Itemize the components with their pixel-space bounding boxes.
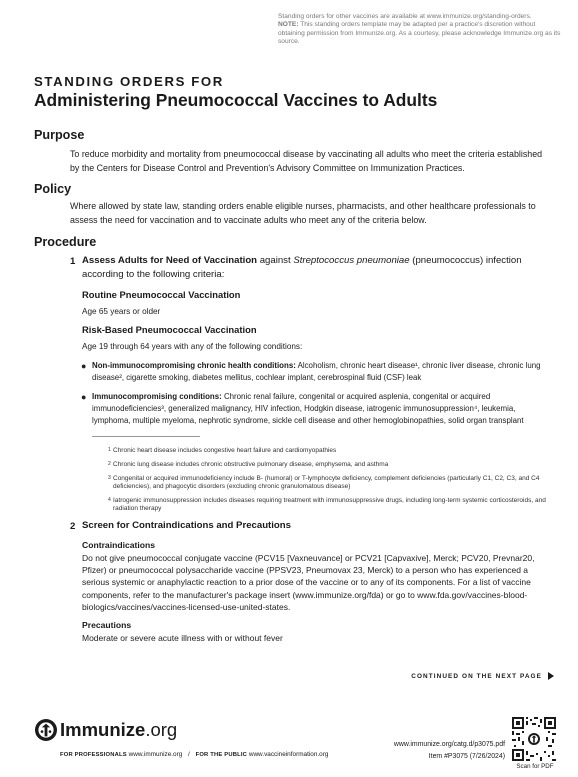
footnote-3 (108, 475, 558, 492)
professionals-label: FOR PROFESSIONALS (60, 752, 127, 758)
footnote-4-mark: 4 (108, 497, 111, 503)
document-title: Administering Pneumococcal Vaccines to Adults (34, 90, 438, 110)
risk-text: Age 19 through 64 years with any of the following conditions: (82, 342, 303, 351)
step-1-title: Assess Adults for Need of Vaccination (82, 255, 258, 266)
bullet-2-label: Immunocompromising conditions: (92, 392, 222, 401)
qr-code-icon[interactable] (512, 717, 556, 761)
footnote-2 (108, 461, 558, 469)
footnote-4-text: Iatrogenic immunosuppression includes diseases requiring treatment with immunosuppressive drugs, including long-term systemic corticosteroids, and radiation therapy (113, 497, 546, 513)
purpose-heading: Purpose (34, 128, 85, 142)
footnote-3-text: Congenital or acquired immunodeficiency include B- (humoral) or T-lymphocyte deficiency, complement deficiencies (particularly C1, C2, C3, and C4 deficiencies), and phagocytic disorders (excluding chronic granulomatous disease) (113, 475, 540, 491)
note-line-1: Standing orders for other vaccines are available at www.immunize.org/standing-orders. (278, 13, 532, 20)
footnote-2-text: Chronic lung disease includes chronic obstructive pulmonary disease, emphysema, and asthma (113, 461, 389, 468)
step-1-connector: against (257, 255, 294, 266)
footnote-1-mark: 1 (108, 447, 111, 453)
bullet-2-text: Chronic renal failure, congenital or acquired asplenia, congenital or acquired immunodeficiencies³, generalized malignancy, HIV infection, Hodgkin disease, iatrogenic immunosuppression⁴, leukemia, lymphoma, multiple myeloma, nephrotic syndrome, sickle cell disease and other hemoglobinopathies, solid organ transplant (92, 392, 524, 426)
footnote-1-text: Chronic heart disease includes congestive heart failure and cardiomyopathies (113, 447, 337, 454)
routine-heading: Routine Pneumococcal Vaccination (82, 289, 241, 300)
footnote-3-mark: 3 (108, 475, 111, 481)
scan-for-pdf-label: Scan for PDF (516, 763, 554, 770)
footer-separator: / (188, 751, 190, 758)
footnote-1 (108, 447, 558, 455)
bullet-1-text: Alcoholism, chronic heart disease¹, chronic liver disease, chronic lung disease², cigarette smoking, diabetes mellitus, cochlear implant, cerebrospinal fluid (CSF) leak (92, 361, 541, 383)
note-line-2: This standing orders template may be adapted per a practice's discretion without obtaining permission from Immunize.org. As a courtesy, please acknowledge Immunize.org as its source. (278, 21, 561, 46)
step-2-title: Screen for Contraindications and Precautions (82, 520, 291, 531)
bullet-dot: ● (81, 392, 87, 402)
document-url[interactable]: www.immunize.org/catg.d/p3075.pdf (393, 741, 505, 748)
step-1-rest: (pneumococcus) infection according to the following criteria: (82, 255, 522, 280)
footnote-4 (108, 497, 558, 514)
procedure-heading: Procedure (34, 235, 97, 249)
adaptation-note (278, 13, 562, 47)
policy-text: Where allowed by state law, standing orders enable eligible nurses, pharmacists, and other healthcare professionals to assess the need for vaccination and to vaccinate adults who meet any of the criteria below. (70, 201, 536, 225)
note-label: NOTE: (278, 21, 299, 29)
precautions-text: Moderate or severe acute illness with or without fever (82, 633, 283, 643)
public-link[interactable]: www.vaccineinformation.org (248, 751, 329, 758)
step-1-organism: Streptococcus pneumoniae (293, 255, 410, 266)
item-number: Item #P3075 (7/26/2024) (428, 753, 505, 760)
document-kicker: STANDING ORDERS FOR (34, 74, 224, 89)
purpose-text: To reduce morbidity and mortality from pneumococcal disease by vaccinating all adults who meet the criteria established by the Centers for Disease Control and Prevention's Advisory Committee on Immunization Practices. (70, 149, 543, 173)
professionals-link[interactable]: www.immunize.org (128, 751, 183, 758)
routine-text: Age 65 years or older (82, 307, 161, 316)
immunize-logo (34, 718, 177, 742)
policy-heading: Policy (34, 182, 72, 196)
contraindications-text: Do not give pneumococcal conjugate vaccine (PCV15 [Vaxneuvance] or PCV21 [Capvaxive], Merck; PCV20, Prevnar20, Pfizer) or pneumococcal polysaccharide vaccine (PPSV23, Pneumovax 23, Merck) to a person who has experienced a serious systemic or anaphylactic reaction to a prior dose of the vaccine or to any of its components. For a list of vaccine components, refer to the manufacturer's package insert (www.immunize.org/fda) or go to www.fda.gov/vaccines-blood-biologics/vaccines/vaccines-licensed-use-united-states. (82, 553, 535, 612)
logo-name: Immunize (60, 719, 146, 740)
footer-links (60, 751, 328, 758)
immunize-logo-icon (34, 718, 58, 742)
bullet-1-label: Non-immunocompromising chronic health conditions: (92, 361, 296, 370)
bullet-non-immunocompromising (81, 360, 554, 384)
public-label: FOR THE PUBLIC (195, 752, 248, 758)
footnote-divider (92, 436, 200, 437)
continued-label: CONTINUED ON THE NEXT PAGE (411, 672, 542, 680)
step-1-intro (82, 254, 552, 281)
contraindications-heading: Contraindications (82, 540, 156, 550)
step-2-number: 2 (70, 521, 76, 532)
step-1-number: 1 (70, 256, 76, 267)
footnote-2-mark: 2 (108, 461, 111, 467)
bullet-dot: ● (81, 361, 87, 371)
logo-wordmark (60, 719, 177, 741)
precautions-heading: Precautions (82, 620, 132, 630)
logo-suffix: .org (145, 719, 178, 740)
play-arrow-icon (548, 672, 554, 680)
continued-notice[interactable] (411, 672, 554, 680)
bullet-immunocompromising (81, 391, 554, 428)
risk-heading: Risk-Based Pneumococcal Vaccination (82, 324, 257, 335)
